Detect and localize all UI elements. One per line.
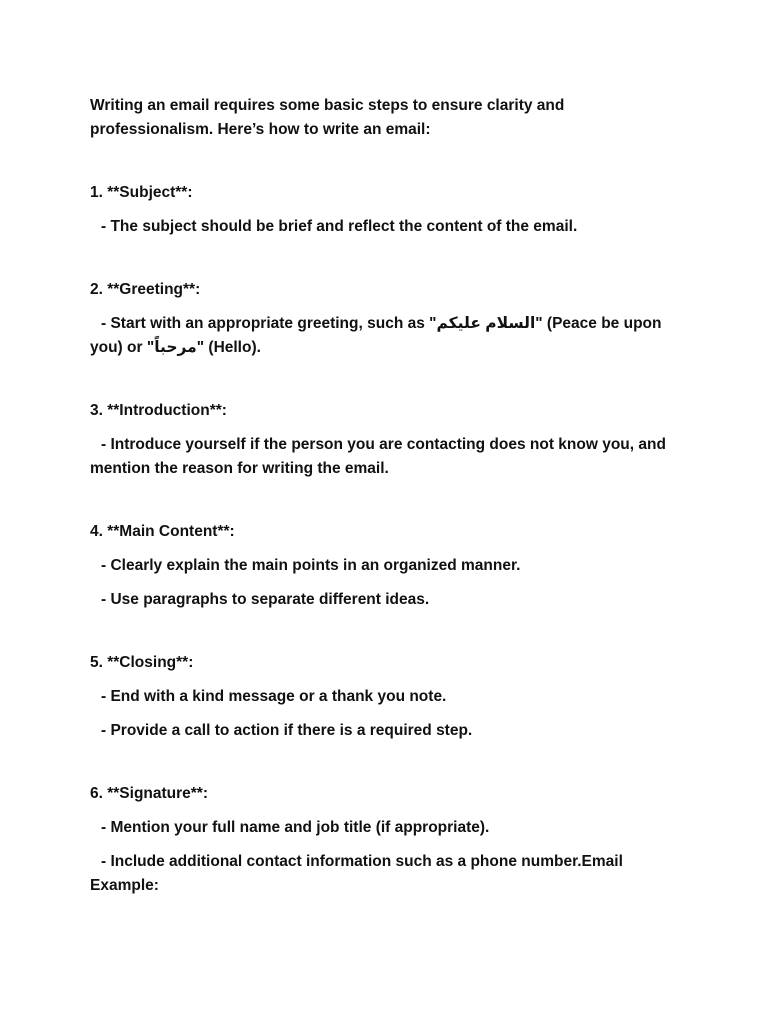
section-item [90, 433, 690, 481]
section-item [90, 588, 690, 612]
spacer [90, 302, 690, 312]
section-heading-introduction: 3. **Introduction**: [90, 402, 227, 419]
section-item-text: - The subject should be brief and reflect the content of the email. [101, 218, 578, 235]
section-item-text: - Introduce yourself if the person you are contacting does not know you, and mention the reason for writing the email. [90, 436, 666, 477]
section-item [90, 554, 690, 578]
document-body [90, 94, 690, 898]
spacer [90, 709, 690, 719]
section-heading-subject: 1. **Subject**: [90, 184, 193, 201]
spacer [90, 142, 690, 181]
section-item-text: - Provide a call to action if there is a required step. [101, 722, 473, 739]
spacer [90, 578, 690, 588]
section-item [90, 215, 690, 239]
section-item-text: - Clearly explain the main points in an organized manner. [101, 557, 521, 574]
intro-paragraph: Writing an email requires some basic steps to ensure clarity and professionalism. Here’s how to write an email: [90, 97, 565, 138]
spacer [90, 481, 690, 520]
spacer [90, 806, 690, 816]
spacer [90, 675, 690, 685]
spacer [90, 840, 690, 850]
section-item [90, 312, 690, 360]
section-item [90, 685, 690, 709]
section-heading-signature: 6. **Signature**: [90, 785, 209, 802]
section-item [90, 816, 690, 840]
spacer [90, 423, 690, 433]
section-item [90, 850, 690, 898]
spacer [90, 239, 690, 278]
section-item-text: - End with a kind message or a thank you note. [101, 688, 447, 705]
spacer [90, 544, 690, 554]
section-heading-main-content: 4. **Main Content**: [90, 523, 235, 540]
spacer [90, 612, 690, 651]
spacer [90, 360, 690, 399]
section-item [90, 719, 690, 743]
spacer [90, 205, 690, 215]
section-item-text: - Include additional contact information such as a phone number.Email Example: [90, 853, 623, 894]
section-heading-closing: 5. **Closing**: [90, 654, 194, 671]
section-heading-greeting: 2. **Greeting**: [90, 281, 201, 298]
section-item-text: - Use paragraphs to separate different ideas. [101, 591, 430, 608]
section-item-text: - Start with an appropriate greeting, such as "السلام عليكم" (Peace be upon you) or "مرحباً" (Hello). [90, 315, 662, 356]
spacer [90, 743, 690, 782]
section-item-text: - Mention your full name and job title (if appropriate). [101, 819, 490, 836]
